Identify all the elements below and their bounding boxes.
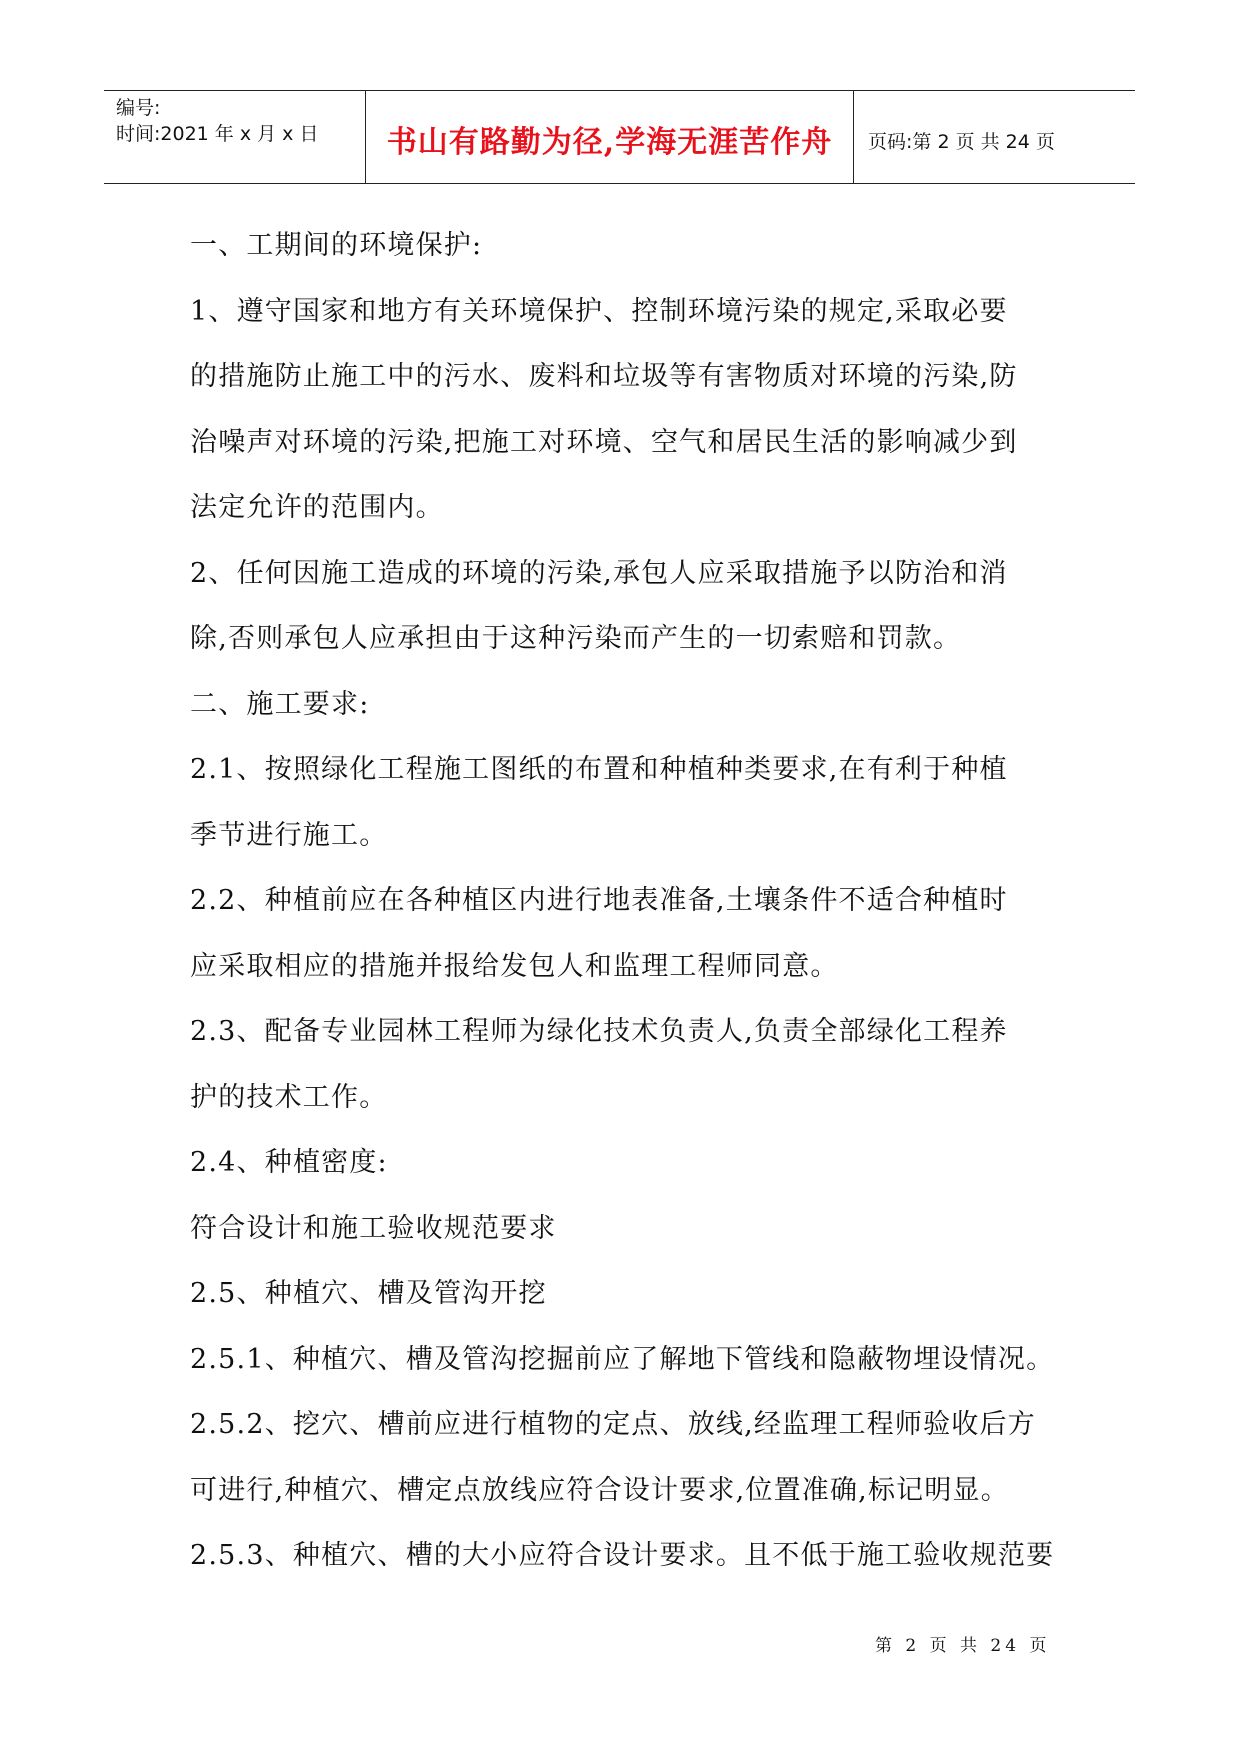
body-line: 2.3、配备专业园林工程师为绿化技术负责人,负责全部绿化工程养 — [190, 1016, 1008, 1047]
body-line: 1、遵守国家和地方有关环境保护、控制环境污染的规定,采取必要 — [190, 295, 1008, 327]
page-footer: 第 2 页 共 24 页 — [875, 1636, 1051, 1656]
body-line: 治噪声对环境的污染,把施工对环境、空气和居民生活的影响减少到 — [190, 426, 1018, 458]
body-line: 二、施工要求: — [190, 688, 370, 720]
body-line: 季节进行施工。 — [190, 819, 388, 851]
header-meta — [104, 91, 366, 183]
document-number-label: 编号: — [116, 97, 161, 119]
body-line: 2、任何因施工造成的环境的污染,承包人应采取措施予以防治和消 — [190, 557, 1008, 589]
body-line: 2.5、种植穴、槽及管沟开挖 — [190, 1278, 547, 1309]
body-line: 除,否则承包人应承担由于这种污染而产生的一切索赔和罚款。 — [190, 623, 962, 654]
document-body — [190, 213, 1068, 1589]
page-header — [104, 90, 1135, 184]
body-line: 一、工期间的环境保护: — [190, 230, 483, 261]
body-line: 2.2、种植前应在各种植区内进行地表准备,土壤条件不适合种植时 — [190, 885, 1008, 916]
body-line: 应采取相应的措施并报给发包人和监理工程师同意。 — [190, 950, 839, 982]
header-motto: 书山有路勤为径,学海无涯苦作舟 — [366, 91, 854, 183]
body-line: 2.4、种植密度: — [190, 1147, 388, 1178]
body-line: 2.1、按照绿化工程施工图纸的布置和种植种类要求,在有利于种植 — [190, 754, 1008, 785]
body-line: 的措施防止施工中的污水、废料和垃圾等有害物质对环境的污染,防 — [190, 361, 1018, 392]
body-line: 2.5.1、种植穴、槽及管沟挖掘前应了解地下管线和隐蔽物埋设情况。 — [190, 1343, 1055, 1375]
body-line: 符合设计和施工验收规范要求 — [190, 1212, 557, 1244]
body-line: 法定允许的范围内。 — [190, 492, 444, 523]
body-line: 护的技术工作。 — [190, 1081, 388, 1113]
body-line: 2.5.3、种植穴、槽的大小应符合设计要求。且不低于施工验收规范要 — [190, 1540, 1055, 1571]
document-date: 时间:2021 年 x 月 x 日 — [116, 123, 319, 145]
header-page-info: 页码:第 2 页 共 24 页 — [868, 130, 1055, 153]
body-line: 2.5.2、挖穴、槽前应进行植物的定点、放线,经监理工程师验收后方 — [190, 1409, 1036, 1440]
body-line: 可进行,种植穴、槽定点放线应符合设计要求,位置准确,标记明显。 — [190, 1474, 1009, 1506]
